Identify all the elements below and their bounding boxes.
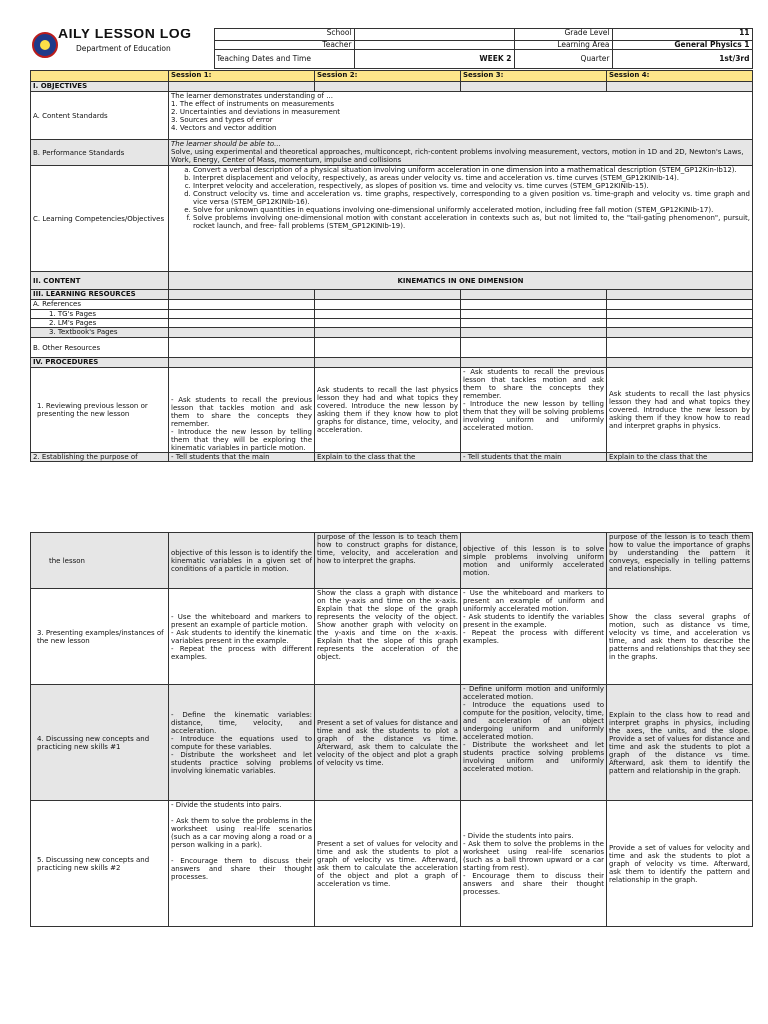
session-1-header: Session 1: [169, 71, 315, 82]
lm-pages-label: 2. LM's Pages [31, 319, 169, 328]
content-standards-text: The learner demonstrates understanding of ... 1. The effect of instruments on measurements 2. Uncertainties and deviations in measurement 3. Sources and types of error 4. Vectors and vector addition [169, 92, 753, 140]
performance-intro: The learner should be able to... [171, 140, 281, 148]
content-topic: KINEMATICS IN ONE DIMENSION [169, 272, 753, 290]
session-2-header: Session 2: [315, 71, 461, 82]
teacher-value [354, 41, 514, 50]
content-heading: II. CONTENT [31, 272, 169, 290]
teaching-dates-label: Teaching Dates and Time [214, 50, 354, 69]
procedure-2-session-3-top: - Tell students that the main [461, 453, 607, 462]
page-two [30, 532, 752, 927]
procedure-3-session-1: - Use the whiteboard and markers to present an example of particle motion. - Ask students to identify the kinematic variables present in the example. - Repeat the process with different examples. [169, 589, 315, 685]
log-title: AILY LESSON LOG [58, 28, 192, 41]
procedure-2-session-3-bottom: objective of this lesson is to solve simple problems involving uniform motion and uniformly accelerated motion. [461, 533, 607, 589]
learning-competencies-cell [169, 166, 753, 272]
school-value [354, 29, 514, 41]
procedure-4-session-4: Explain to the class how to read and interpret graphs in physics, including the axes, the units, and the slope. Provide a set of values for distance and time and ask the students to plot a graph of the distance vs time. Afterward, ask them to identify the pattern and relationship in the graph. [607, 685, 753, 801]
competency-item: f. Solve problems involving one-dimensional motion with constant acceleration in contexts such as, but not limited to, the "tail-gating phenomenon", pursuit, rocket launch, and free- fall problems (STEM_GP12KINIb-19). [193, 214, 750, 230]
procedure-2-session-4-bottom: purpose of the lesson is to teach them how to value the importance of graphs by understanding the pattern it conveys, especially in telling patterns and relationships. [607, 533, 753, 589]
procedure-5-session-3: - Divide the students into pairs. - Ask them to solve the problems in the worksheet using real-life scenarios (such as a ball thrown upward or a car starting from rest). - Encourage them to discuss their answers and share their thought processes. [461, 801, 607, 927]
procedure-5-session-1: - Divide the students into pairs. - Ask them to solve the problems in the worksheet using real-life scenarios (such as a car moving along a road or a person walking in a park). - Encourage them to discuss their answers and share their thought processes. [169, 801, 315, 927]
brand-block [30, 29, 214, 57]
procedure-1-session-4: Ask students to recall the last physics lesson they had and what topics they covered. Introduce the new lesson by asking them if they know how to read and interpret graphs in physics. [607, 368, 753, 453]
performance-standards-cell [169, 140, 753, 166]
session-header-blank [31, 71, 169, 82]
week-value: WEEK 2 [354, 50, 514, 69]
competency-list [171, 166, 750, 230]
procedure-4-session-1: - Define the kinematic variables: distance, time, velocity, and acceleration. - Introduce the equations used to compute for these variables. - Distribute the worksheet and let students practice solving problems involving kinematic variables. [169, 685, 315, 801]
resources-heading: III. LEARNING RESOURCES [31, 290, 169, 300]
session-4-header: Session 4: [607, 71, 753, 82]
quarter-label: Quarter [514, 50, 612, 69]
procedure-3-session-4: Show the class several graphs of motion, such as distance vs time, velocity vs time, and acceleration vs time, and ask them to describe the patterns and relationships that they see in the graphs. [607, 589, 753, 685]
learning-area-label: Learning Area [514, 41, 612, 50]
procedure-2-label-top: 2. Establishing the purpose of [31, 453, 169, 462]
procedure-4-label: 4. Discussing new concepts and practicing new skills #1 [31, 685, 169, 801]
textbook-pages-label: 3. Textbook's Pages [31, 328, 169, 338]
competency-item: d. Construct velocity vs. time and acceleration vs. time graphs, respectively, corresponding to a given position vs. time-graph and velocity vs. time graph and vice versa (STEM_GP12KINIb-16). [193, 190, 750, 206]
performance-standards-text: Solve, using experimental and theoretical approaches, multiconcept, rich-content problems involving measurement, vectors, motion in 1D and 2D, Newton's Laws, Work, Energy, Center of Mass, momentum, impulse and collisions [171, 148, 744, 164]
procedures-heading: IV. PROCEDURES [31, 358, 169, 368]
procedure-2-session-2-bottom: purpose of the lesson is to teach them how to construct graphs for distance, time, velocity, and acceleration and how to interpret the graphs. [315, 533, 461, 589]
procedure-2-session-2-top: Explain to the class that the [315, 453, 461, 462]
teacher-label: Teacher [214, 41, 354, 50]
performance-standards-label: B. Performance Standards [31, 140, 169, 166]
procedure-2-session-1-bottom: objective of this lesson is to identify the kinematic variables in a given set of conditions of a particle in motion. [169, 533, 315, 589]
school-label: School [214, 29, 354, 41]
competency-item: b. Interpret displacement and velocity, respectively, as areas under velocity vs. time and acceleration vs. time curves (STEM_GP12KINIb-14). [193, 174, 750, 182]
procedure-3-label: 3. Presenting examples/instances of the new lesson [31, 589, 169, 685]
page-one [30, 28, 752, 462]
references-label: A. References [31, 300, 169, 310]
procedure-1-session-3: - Ask students to recall the previous lesson that tackles motion and ask them to share the concepts they remember. - Introduce the new lesson by telling them that they will be solving problems involving uniform and uniformly accelerated motion. [461, 368, 607, 453]
lesson-table-continued [30, 532, 753, 927]
quarter-value: 1st/3rd [612, 50, 752, 69]
procedure-2-session-4-top: Explain to the class that the [607, 453, 753, 462]
department-name: Department of Education [76, 43, 171, 53]
procedure-1-label: 1. Reviewing previous lesson or presenting the new lesson [31, 368, 169, 453]
procedure-1-session-2: Ask students to recall the last physics lesson they had and what topics they covered. Introduce the new lesson by asking them if they know how to plot graphs for distance, time, velocity, and acceleration. [315, 368, 461, 453]
grade-level-value: 11 [612, 29, 752, 41]
competency-item: e. Solve for unknown quantities in equations involving one-dimensional uniformly accelerated motion, including free fall motion (STEM_GP12KINIb-17). [193, 206, 750, 214]
procedure-1-session-1: - Ask students to recall the previous lesson that tackles motion and ask them to share the concepts they remember. - Introduce the new lesson by telling them that they will be exploring the kinematic variables in particle motion. [169, 368, 315, 453]
learning-area-value: General Physics 1 [612, 41, 752, 50]
session-3-header: Session 3: [461, 71, 607, 82]
header-table [30, 28, 753, 69]
procedure-2-label-bottom: the lesson [31, 533, 169, 589]
deped-seal-icon [32, 32, 58, 58]
competency-item: c. Interpret velocity and acceleration, respectively, as slopes of position vs. time and velocity vs. time curves (STEM_GP12KINIb-15). [193, 182, 750, 190]
procedure-4-session-2: Present a set of values for distance and time and ask the students to plot a graph of the distance vs time. Afterward, ask them to calculate the velocity of the object and plot a graph of velocity vs time. [315, 685, 461, 801]
procedure-5-session-4: Provide a set of values for velocity and time and ask the students to plot a graph of velocity vs time. Afterward, ask them to identify the pattern and relationship in the graph. [607, 801, 753, 927]
procedure-2-session-1-top: - Tell students that the main [169, 453, 315, 462]
procedure-3-session-2: Show the class a graph with distance on the y-axis and time on the x-axis. Explain that the slope of the graph represents the velocity of the object. Show another graph with velocity on the y-axis and time on the x-axis. Explain that the slope of this graph represents the acceleration of the object. [315, 589, 461, 685]
other-resources-label: B. Other Resources [31, 338, 169, 358]
procedure-5-session-2: Present a set of values for velocity and time and ask the students to plot a graph of velocity vs time. Afterward, ask them to calculate the acceleration of the object and plot a graph of acceleration vs time. [315, 801, 461, 927]
procedure-3-session-3: - Use the whiteboard and markers to present an example of uniform and uniformly accelerated motion. - Ask students to identify the variables present in the example. - Repeat the process with different examples. [461, 589, 607, 685]
tg-pages-label: 1. TG's Pages [31, 310, 169, 319]
competency-item: a. Convert a verbal description of a physical situation involving uniform acceleration in one dimension into a mathematical description (STEM_GP12Kin-Ib12). [193, 166, 750, 174]
lesson-table [30, 70, 753, 462]
procedure-4-session-3: - Define uniform motion and uniformly accelerated motion. - Introduce the equations used to compute for the position, velocity, time, and acceleration of an object undergoing uniform and uniformly accelerated motion. - Distribute the worksheet and let students practice solving problems involving uniform and uniformly accelerated motion. [461, 685, 607, 801]
grade-level-label: Grade Level [514, 29, 612, 41]
learning-competencies-label: C. Learning Competencies/Objectives [31, 166, 169, 272]
procedure-5-label: 5. Discussing new concepts and practicing new skills #2 [31, 801, 169, 927]
objectives-heading: I. OBJECTIVES [31, 82, 169, 92]
content-standards-label: A. Content Standards [31, 92, 169, 140]
